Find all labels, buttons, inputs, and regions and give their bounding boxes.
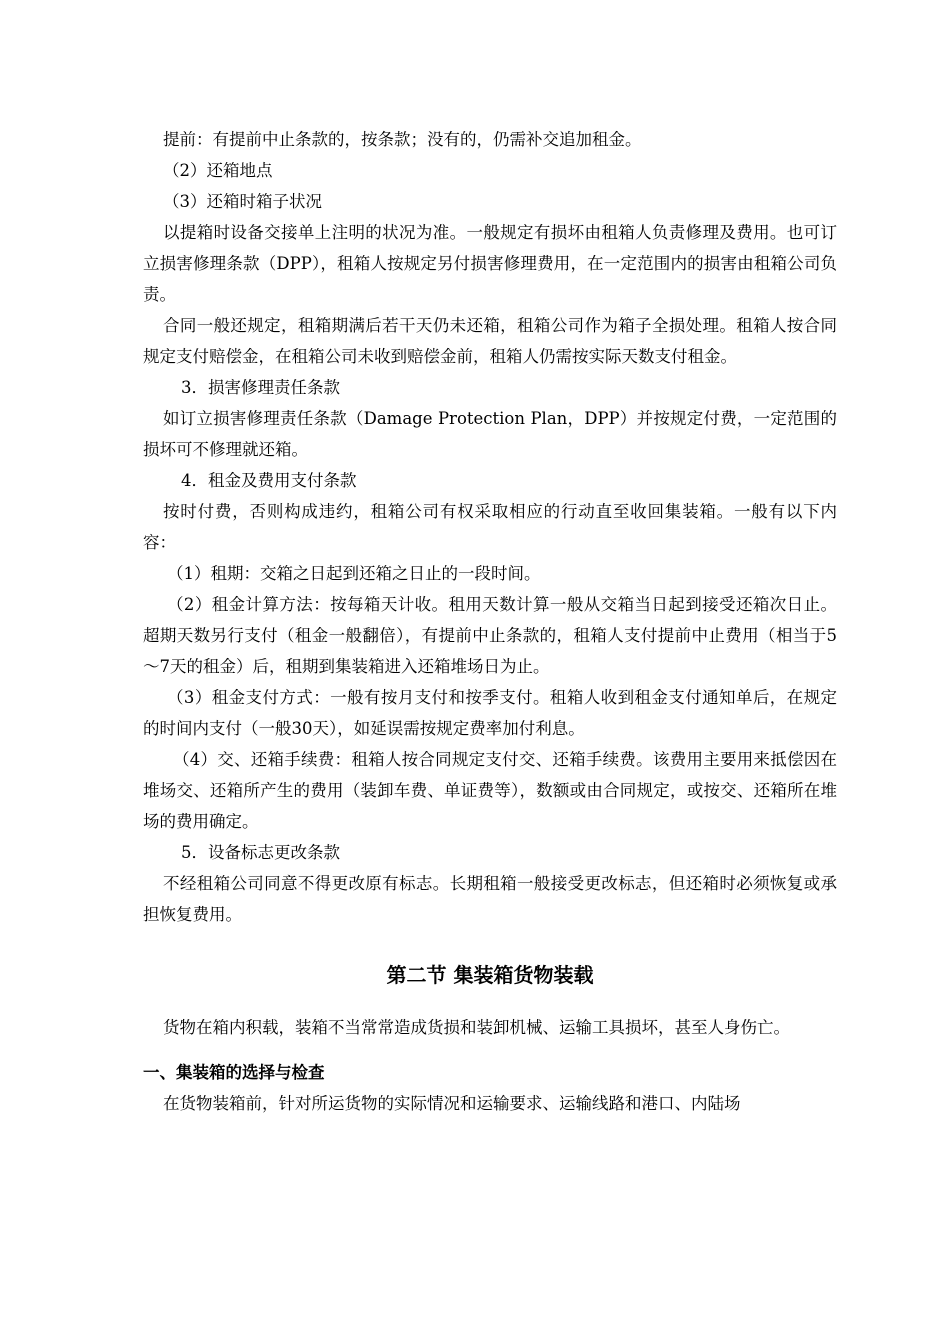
- paragraph-section-intro: 货物在箱内积载，装箱不当常常造成货损和装卸机械、运输工具损坏，甚至人身伤亡。: [163, 1018, 790, 1037]
- paragraph-payment-method: （3）租金支付方式：一般有按月支付和按季支付。租箱人收到租金支付通知单后，在规定的时间内支付（一般30天），如延误需按规定费率加付利息。: [143, 688, 837, 738]
- clause-heading-3: 3．损害修理责任条款: [181, 378, 340, 397]
- paragraph-rent-calculation: （2）租金计算方法：按每箱天计收。租用天数计算一般从交箱当日起到接受还箱次日止。超期天数另行支付（租金一般翻倍），有提前中止条款的，租箱人支付提前中止费用（相当于5～7天的租金）后，租期到集装箱进入还箱堆场日为止。: [143, 595, 837, 676]
- clause-heading-5: 5．设备标志更改条款: [181, 843, 340, 862]
- paragraph-condition-standard: 以提箱时设备交接单上注明的状况为准。一般规定有损坏由租箱人负责修理及费用。也可订立损害修理条款（DPP），租箱人按规定另付损害修理费用，在一定范围内的损害由租箱公司负责。: [143, 223, 837, 304]
- paragraph-marking-change: 不经租箱公司同意不得更改原有标志。长期租箱一般接受更改标志，但还箱时必须恢复或承担恢复费用。: [143, 874, 837, 924]
- paragraph-return-location: （2）还箱地点: [163, 161, 273, 180]
- paragraph-total-loss: 合同一般还规定，租箱期满后若干天仍未还箱，租箱公司作为箱子全损处理。租箱人按合同规定支付赔偿金，在租箱公司未收到赔偿金前，租箱人仍需按实际天数支付租金。: [143, 316, 837, 366]
- clause-heading-4: 4．租金及费用支付条款: [181, 471, 357, 490]
- document-body: [143, 124, 837, 1119]
- paragraph-before-loading: 在货物装箱前，针对所运货物的实际情况和运输要求、运输线路和港口、内陆场: [163, 1094, 741, 1113]
- paragraph-early-termination: 提前：有提前中止条款的，按条款；没有的，仍需补交追加租金。: [163, 130, 642, 149]
- paragraph-payment-intro: 按时付费，否则构成违约，租箱公司有权采取相应的行动直至收回集装箱。一般有以下内容：: [143, 502, 837, 552]
- subheading-container-selection: 一、集装箱的选择与检查: [143, 1063, 325, 1082]
- paragraph-dpp: 如订立损害修理责任条款（Damage Protection Plan，DPP）并按规定付费，一定范围的损坏可不修理就还箱。: [143, 409, 837, 459]
- paragraph-handling-fee: （4）交、还箱手续费：租箱人按合同规定支付交、还箱手续费。该费用主要用来抵偿因在堆场交、还箱所产生的费用（装卸车费、单证费等），数额或由合同规定，或按交、还箱所在堆场的费用确定。: [143, 750, 837, 831]
- section-heading: 第二节 集装箱货物装载: [386, 963, 594, 987]
- paragraph-lease-term: （1）租期：交箱之日起到还箱之日止的一段时间。: [167, 564, 541, 583]
- paragraph-return-condition: （3）还箱时箱子状况: [163, 192, 322, 211]
